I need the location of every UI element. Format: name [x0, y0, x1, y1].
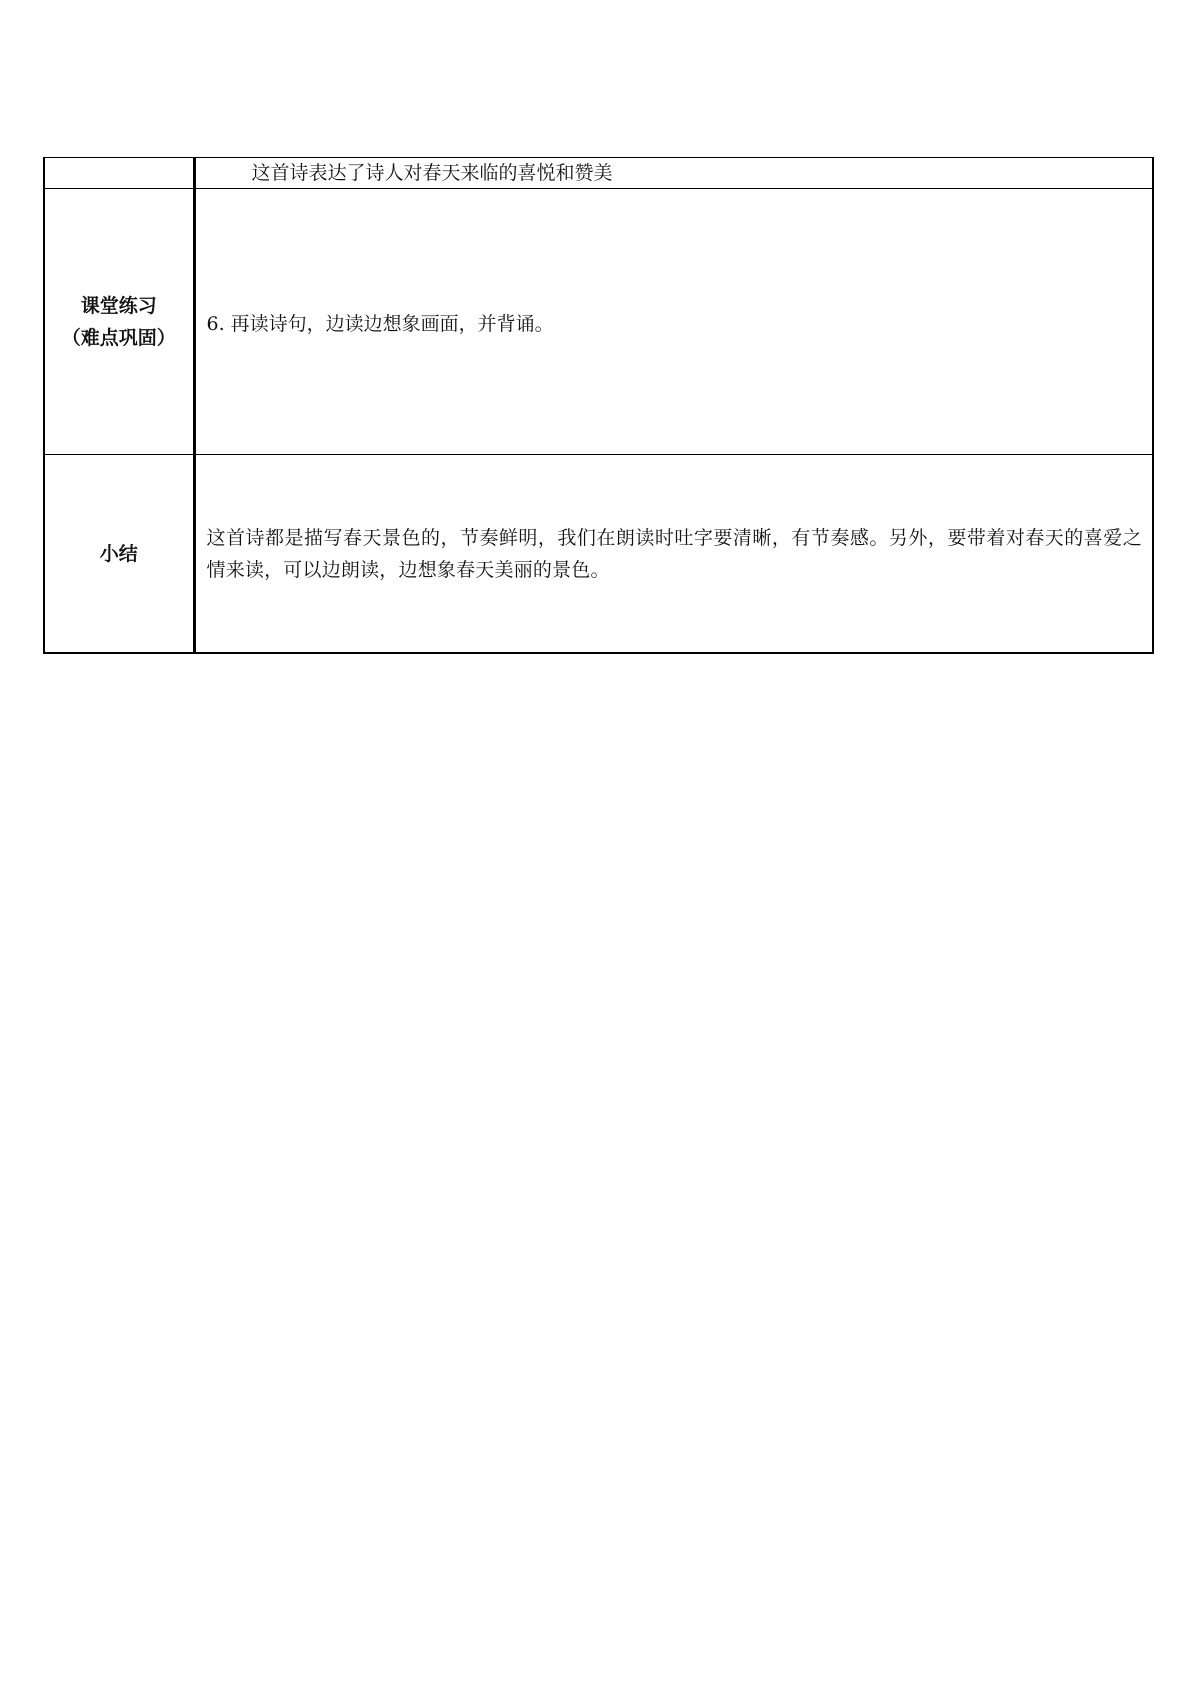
table-row-conclusion	[44, 158, 1153, 189]
summary-label-cell	[44, 455, 194, 654]
conclusion-cell	[194, 158, 1153, 189]
conclusion-text: 这首诗表达了诗人对春天来临的喜悦和赞美	[251, 162, 613, 184]
table-row-classroom-practice	[44, 189, 1153, 455]
classroom-practice-label: 课堂练习	[80, 294, 157, 317]
summary-cell	[194, 455, 1153, 654]
lesson-plan-table	[43, 157, 1154, 654]
summary-label: 小结	[99, 542, 138, 565]
summary-text: 这首诗都是描写春天景色的，节奏鲜明，我们在朗读时吐字要清晰，有节奏感。另外，要带着对春天的喜爱之情来读，可以边朗读，边想象春天美丽的景色。	[206, 526, 1142, 581]
classroom-practice-label-cell	[44, 189, 194, 455]
classroom-practice-text: 6. 再读诗句，边读边想象画面，并背诵。	[206, 312, 554, 335]
empty-label-cell	[44, 158, 194, 189]
difficulty-consolidation-label: （难点巩固）	[61, 326, 176, 349]
table-row-summary	[44, 455, 1153, 654]
classroom-practice-cell	[194, 189, 1153, 455]
